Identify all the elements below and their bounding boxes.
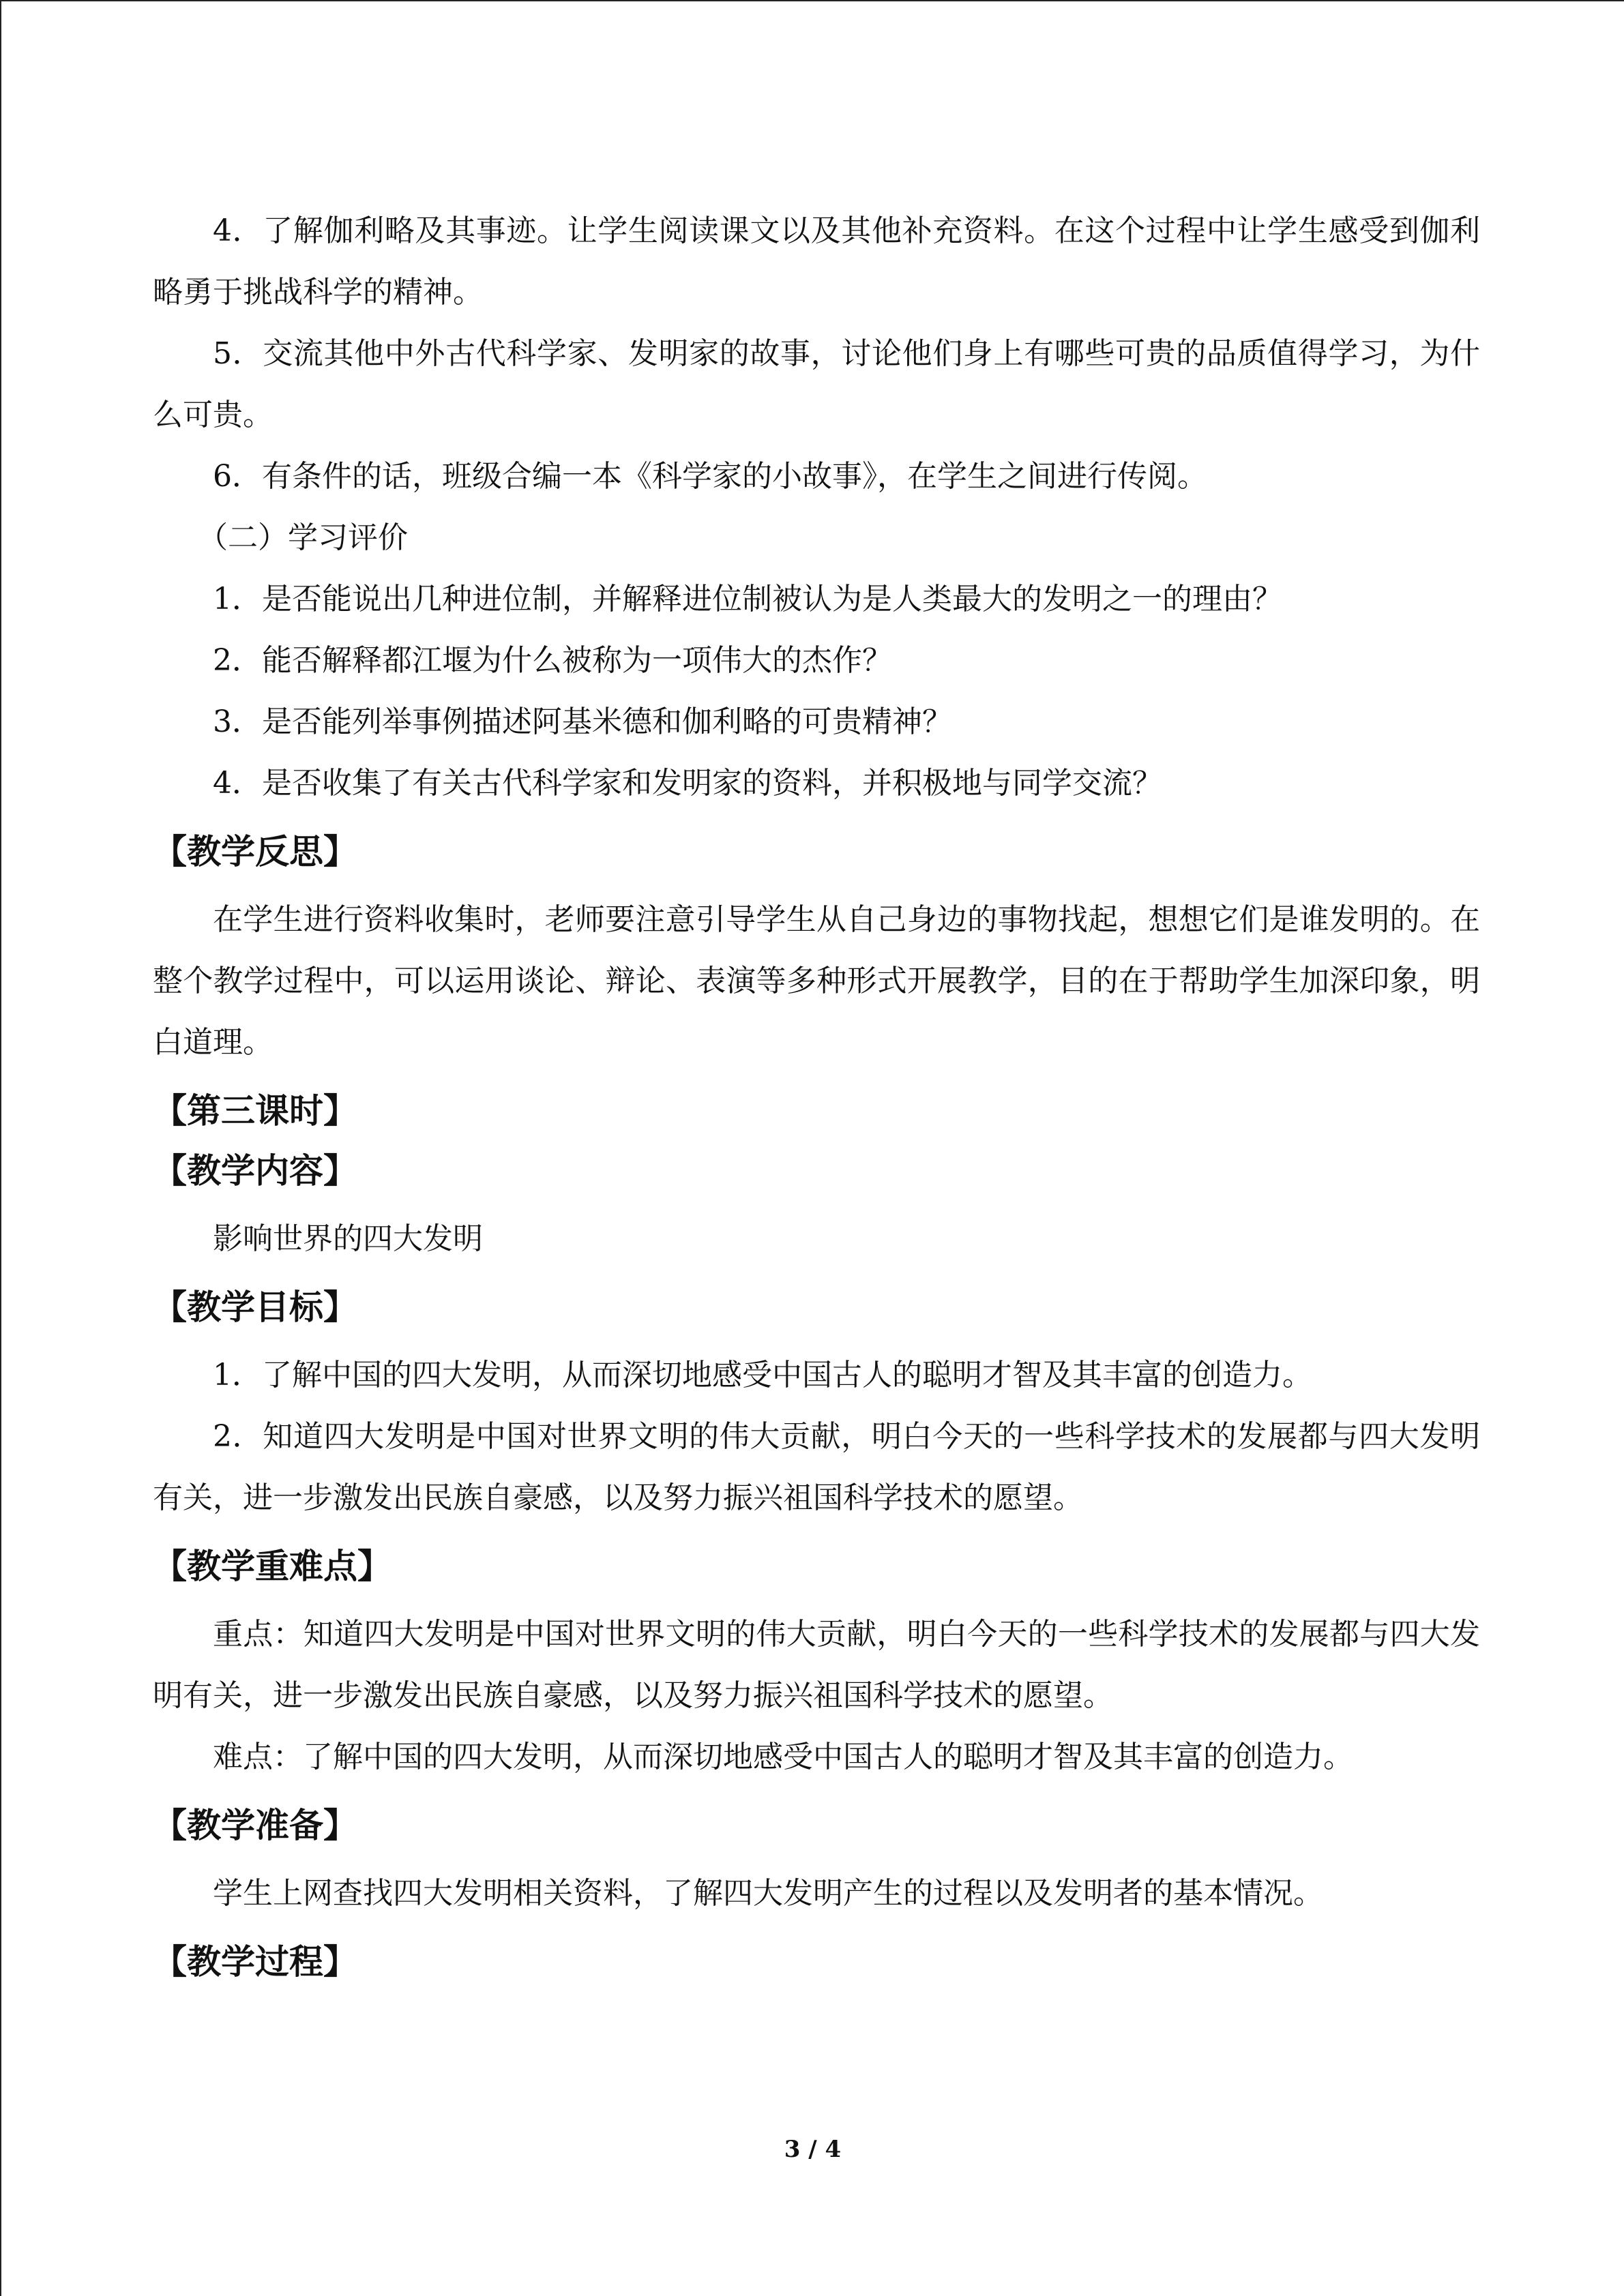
heading-teaching-content: 【教学内容】 xyxy=(153,1151,357,1191)
evaluation-subtitle: （二）学习评价 xyxy=(198,520,408,555)
teaching-content-text: 影响世界的四大发明 xyxy=(213,1221,483,1256)
heading-lesson-3: 【第三课时】 xyxy=(153,1091,357,1131)
key-point-difficulty: 难点：了解中国的四大发明，从而深切地感受中国古人的聪明才智及其丰富的创造力。 xyxy=(213,1740,1353,1774)
preparation-text: 学生上网查找四大发明相关资料，了解四大发明产生的过程以及发明者的基本情况。 xyxy=(213,1876,1323,1911)
evaluation-item-1: 1．是否能说出几种进位制，并解释进位制被认为是人类最大的发明之一的理由？ xyxy=(213,582,1282,616)
heading-teaching-process: 【教学过程】 xyxy=(153,1942,357,1982)
goal-item-2: 2．知道四大发明是中国对世界文明的伟大贡献，明白今天的一些科学技术的发展都与四大发明有关，进一步激发出民族自豪感，以及努力振兴祖国科学技术的愿望。 xyxy=(153,1419,1480,1515)
evaluation-item-4: 4．是否收集了有关古代科学家和发明家的资料，并积极地与同学交流？ xyxy=(213,766,1162,801)
paragraph-activity-6: 6．有条件的话，班级合编一本《科学家的小故事》，在学生之间进行传阅。 xyxy=(213,459,1207,494)
paragraph-activity-5: 5．交流其他中外古代科学家、发明家的故事，讨论他们身上有哪些可贵的品质值得学习，为什么可贵。 xyxy=(153,336,1480,432)
heading-preparation: 【教学准备】 xyxy=(153,1806,357,1845)
heading-reflection: 【教学反思】 xyxy=(153,832,357,871)
evaluation-item-2: 2．能否解释都江堰为什么被称为一项伟大的杰作？ xyxy=(213,643,892,678)
heading-key-points: 【教学重难点】 xyxy=(153,1547,392,1586)
heading-teaching-goals: 【教学目标】 xyxy=(153,1287,357,1327)
reflection-text: 在学生进行资料收集时，老师要注意引导学生从自己身边的事物找起，想想它们是谁发明的。在整个教学过程中，可以运用谈论、辩论、表演等多种形式开展教学，目的在于帮助学生加深印象，明白道理。 xyxy=(153,902,1480,1060)
page-number: 3 / 4 xyxy=(784,2136,842,2163)
paragraph-activity-4: 4．了解伽利略及其事迹。让学生阅读课文以及其他补充资料。在这个过程中让学生感受到伽利略勇于挑战科学的精神。 xyxy=(153,213,1480,310)
key-point-focus: 重点：知道四大发明是中国对世界文明的伟大贡献，明白今天的一些科学技术的发展都与四大发明有关，进一步激发出民族自豪感，以及努力振兴祖国科学技术的愿望。 xyxy=(153,1617,1480,1713)
goal-item-1: 1．了解中国的四大发明，从而深切地感受中国古人的聪明才智及其丰富的创造力。 xyxy=(213,1358,1312,1392)
evaluation-item-3: 3．是否能列举事例描述阿基米德和伽利略的可贵精神？ xyxy=(213,704,952,739)
page-content xyxy=(153,200,1480,1999)
